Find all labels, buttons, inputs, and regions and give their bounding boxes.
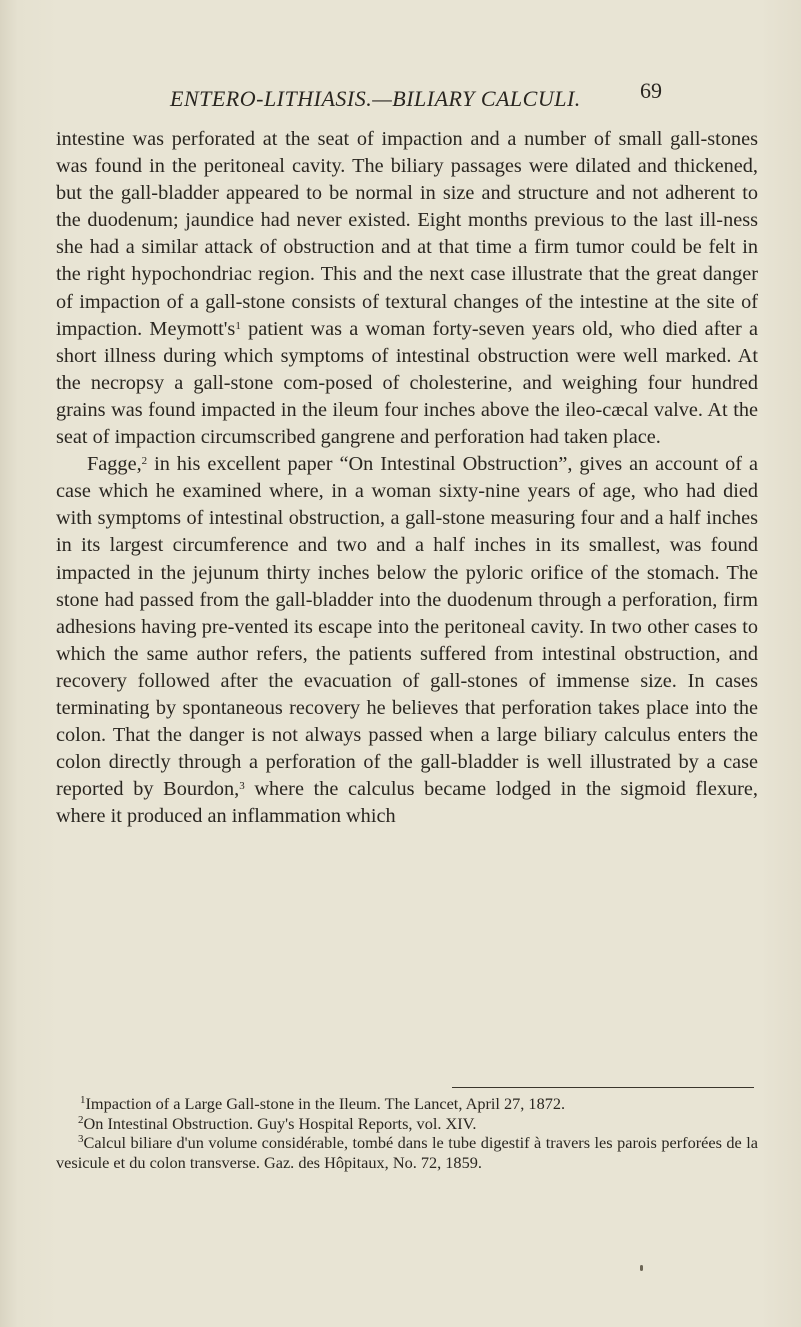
footnotes bbox=[56, 1094, 758, 1172]
body-text bbox=[56, 126, 758, 830]
paragraph-2 bbox=[56, 451, 758, 830]
text-segment: in his excellent paper “On Intestinal Obstruction”, gives an account of a case which he examined where, in a woman sixty-nine years of age, who had died with symptoms of intestinal obstruction, a gall-stone measuring four and a half inches in its largest circumference and two and a half inches in its smallest, was found impacted in the jejunum thirty inches below the pyloric orifice of the stomach. The stone had passed from the gall-bladder into the duodenum through a perforation, firm adhesions having pre-vented its escape into the peritoneal cavity. In two other cases to which the same author refers, the patients suffered from intestinal obstruction, and recovery followed after the evacuation of gall-stones of immense size. In cases terminating by spontaneous recovery he believes that perforation takes place into the colon. That the danger is not always passed when a large biliary calculus enters the colon directly through a perforation of the gall-bladder is well illustrated by a case reported by Bourdon, bbox=[56, 453, 758, 801]
footnote-3 bbox=[56, 1133, 758, 1172]
paper-speck bbox=[640, 1265, 643, 1271]
running-header: ENTERO-LITHIASIS.—BILIARY CALCULI. bbox=[170, 86, 581, 111]
footnote-2 bbox=[56, 1114, 758, 1134]
footnote-divider bbox=[452, 1087, 754, 1088]
footnote-ref-2: 2 bbox=[141, 455, 148, 468]
text-segment: patient was a woman forty-seven years old, who died after a short illness during which symptoms of intestinal obstruction were well marked. At the necropsy a gall-stone com-posed of cholesterine, and weighing four hundred grains was found impacted in the ileum four inches above the ileo-cæcal valve. At the seat of impaction circumscribed gangrene and perforation had taken place. bbox=[56, 317, 758, 449]
footnote-mark: 3 bbox=[78, 1133, 84, 1146]
footnote-text: On Intestinal Obstruction. Guy's Hospital Reports, vol. XIV. bbox=[83, 1113, 477, 1133]
footnote-mark: 1 bbox=[80, 1094, 86, 1106]
footnote-mark: 2 bbox=[78, 1113, 84, 1126]
footnote-text: Calcul biliare d'un volume considérable, tombé dans le tube digestif à travers les parois perforées de la vesicule et du colon transverse. Gaz. des Hôpitaux, No. 72, 1859. bbox=[56, 1133, 758, 1172]
text-segment: where the calculus became lodged in the sigmoid flexure, where it produced an inflammation which bbox=[56, 778, 759, 828]
footnote-text: Impaction of a Large Gall-stone in the Ileum. The Lancet, April 27, 1872. bbox=[85, 1094, 566, 1113]
text-segment: intestine was perforated at the seat of impaction and a number of small gall-stones was found in the peritoneal cavity. The biliary passages were dilated and thickened, but the gall-bladder appeared to be normal in size and structure and not adherent to the duodenum; jaundice had never existed. Eight months previous to the last ill-ness she had a similar attack of obstruction and at that time a firm tumor could be felt in the right hypochondriac region. This and the next case illustrate that the great danger of impaction of a gall-stone consists of textural changes of the intestine at the site of impaction. Meymott's bbox=[56, 128, 758, 340]
footnote-ref-3: 3 bbox=[239, 780, 245, 793]
footnote-ref-1: 1 bbox=[235, 319, 241, 332]
page-number: 69 bbox=[640, 78, 662, 103]
text-segment: Fagge, bbox=[87, 453, 142, 476]
footnote-1 bbox=[56, 1094, 758, 1114]
paragraph-1 bbox=[56, 126, 758, 451]
